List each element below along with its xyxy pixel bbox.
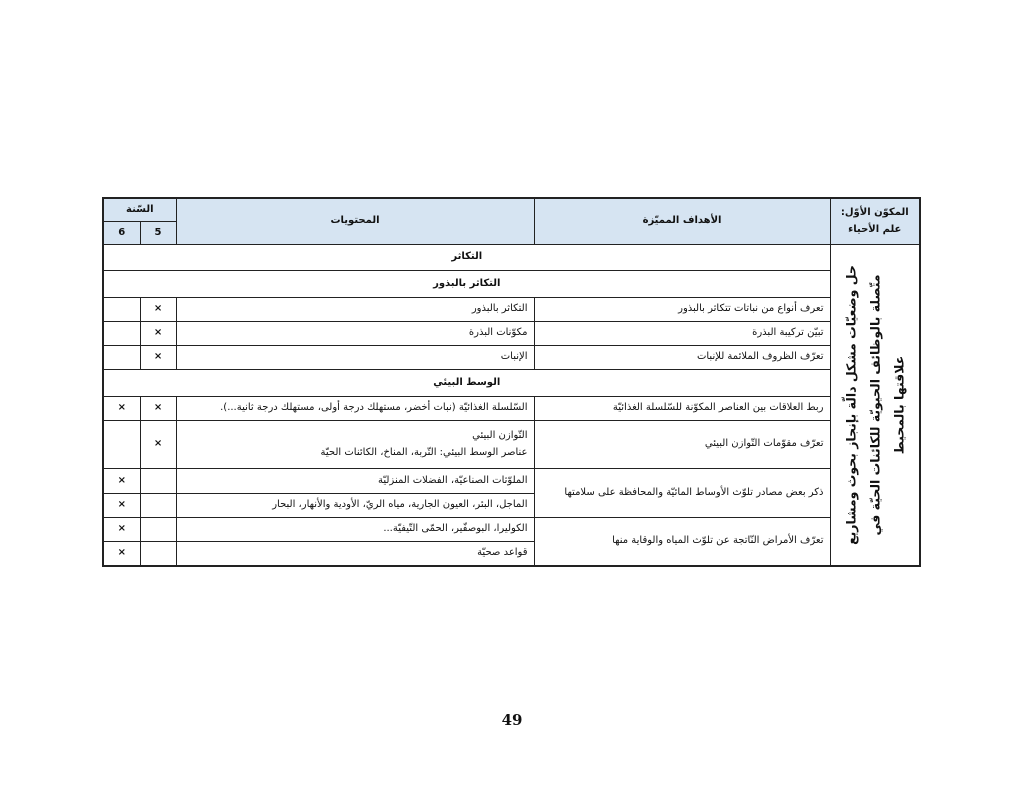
content-cell: السّلسلة الغذائيّة (نبات أخضر، مستهلك درجة أولى، مستهلك درجة ثانية...). xyxy=(176,396,534,420)
curriculum-table xyxy=(102,197,921,567)
objective-cell: تعرّف الظروف الملائمة للإنبات xyxy=(534,346,830,370)
competence-text: حل وضعيّات مشكل دالّة بإنجاز بحوث ومشاريع متّصلة بالوظائف الحيويّة للكائنات الحيّة في علاقتها بالمحيط xyxy=(843,265,906,545)
year-6-empty xyxy=(103,346,140,370)
objective-cell: ذكر بعض مصادر تلوّث الأوساط المائيّة والمحافظة على سلامتها xyxy=(534,469,830,518)
component-header xyxy=(830,198,920,245)
year-6-mark: × xyxy=(103,517,140,541)
section-seed-reproduction: التكاثر بالبذور xyxy=(103,271,830,297)
table-row xyxy=(103,297,920,321)
objectives-header: الأهداف المميّزة xyxy=(534,198,830,245)
page-number: 49 xyxy=(501,711,523,729)
component-header-line1: المكوّن الأوّل: xyxy=(840,207,909,218)
year-6-empty xyxy=(103,321,140,345)
year-5-mark: × xyxy=(140,396,176,420)
year-5-empty xyxy=(140,542,176,566)
objective-cell: ربط العلاقات بين العناصر المكوّنة للسّلسلة الغذائيّة xyxy=(534,396,830,420)
table-row xyxy=(103,346,920,370)
year-5-mark: × xyxy=(140,420,176,469)
contents-header: المحتويات xyxy=(176,198,534,245)
year-5-empty xyxy=(140,469,176,493)
year-5-mark: × xyxy=(140,297,176,321)
content-line: التّوازن البيئي xyxy=(472,430,528,442)
table-row xyxy=(103,517,920,541)
year-header: السّنة xyxy=(103,198,176,221)
content-cell xyxy=(176,420,534,469)
table-row xyxy=(103,396,920,420)
objective-cell: تعرّف مقوّمات التّوازن البيئي xyxy=(534,420,830,469)
objective-cell: تعرّف الأمراض النّاتجة عن تلوّث المياه والوقاية منها xyxy=(534,517,830,566)
table-row xyxy=(103,321,920,345)
year-6-empty xyxy=(103,297,140,321)
competence-cell xyxy=(830,245,920,567)
content-cell: التكاثر بالبذور xyxy=(176,297,534,321)
table-row xyxy=(103,420,920,469)
table-row xyxy=(103,469,920,493)
content-cell: الماجل، البئر، العيون الجارية، مياه الريّ، الأودية والأنهار، البحار xyxy=(176,493,534,517)
component-header-line2: علم الأحياء xyxy=(848,223,902,235)
content-cell: مكوّنات البذرة xyxy=(176,321,534,345)
objective-cell: تبيّن تركيبة البذرة xyxy=(534,321,830,345)
objective-cell: تعرف أنواع من نباتات تتكاثر بالبذور xyxy=(534,297,830,321)
content-cell: الملوّثات الصناعيّة، الفضلات المنزليّة xyxy=(176,469,534,493)
section-reproduction: التكاثر xyxy=(103,245,830,271)
year-5-header: 5 xyxy=(140,221,176,244)
year-6-mark: × xyxy=(103,542,140,566)
content-line: عناصر الوسط البيئي: التّربة، المناخ، الكائنات الحيّة xyxy=(320,446,528,458)
content-cell: قواعد صحيّة xyxy=(176,542,534,566)
year-6-mark: × xyxy=(103,469,140,493)
year-6-header: 6 xyxy=(103,221,140,244)
year-6-mark: × xyxy=(103,396,140,420)
year-5-mark: × xyxy=(140,346,176,370)
year-6-mark: × xyxy=(103,493,140,517)
year-5-empty xyxy=(140,493,176,517)
content-cell: الإنبات xyxy=(176,346,534,370)
section-environment: الوسط البيئي xyxy=(103,370,830,396)
year-6-empty xyxy=(103,420,140,469)
year-5-empty xyxy=(140,517,176,541)
content-cell: الكوليرا، البوصفّير، الحمّى التّيفيّة... xyxy=(176,517,534,541)
year-5-mark: × xyxy=(140,321,176,345)
